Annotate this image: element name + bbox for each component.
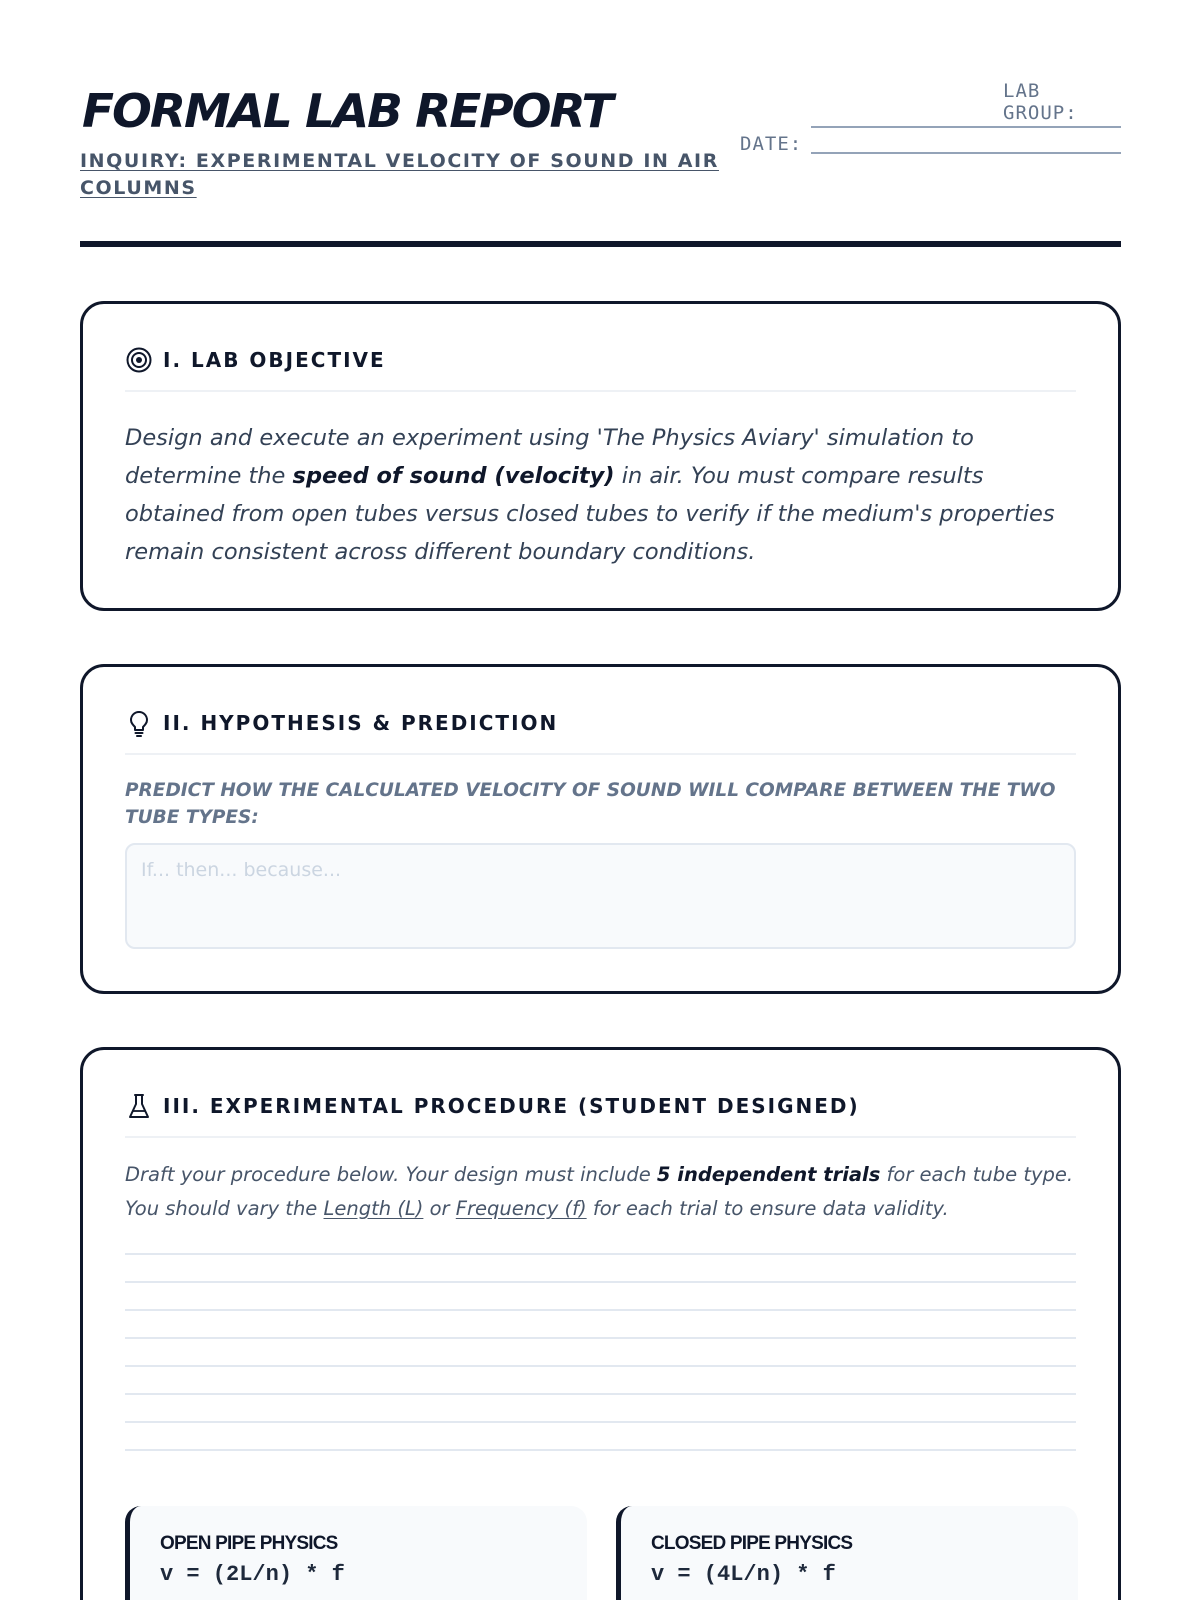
objective-emphasis: speed of sound (velocity): [292, 463, 615, 489]
instructions-text: for each trial to ensure data validity.: [586, 1197, 949, 1220]
procedure-writing-line[interactable]: [125, 1393, 1076, 1395]
instructions-text: Draft your procedure below. Your design must include: [125, 1163, 657, 1186]
flask-icon: [125, 1092, 153, 1120]
lab-group-field[interactable]: [811, 126, 1121, 128]
page-title: FORMAL LAB REPORT: [82, 84, 612, 138]
closed-pipe-equation: v = (4L/n) * f: [651, 1562, 836, 1587]
header-divider: [80, 241, 1121, 247]
hypothesis-header: [125, 703, 1076, 755]
procedure-header: [125, 1086, 1076, 1138]
procedure-writing-line[interactable]: [125, 1365, 1076, 1367]
hypothesis-prompt: PREDICT HOW THE CALCULATED VELOCITY OF SOUND WILL COMPARE BETWEEN THE TWO TUBE TYPES:: [125, 780, 1056, 828]
instructions-text: or: [423, 1197, 456, 1220]
page-subtitle: INQUIRY: EXPERIMENTAL VELOCITY OF SOUND IN AIR COLUMNS: [80, 150, 719, 199]
open-pipe-title: OPEN PIPE PHYSICS: [160, 1533, 338, 1554]
procedure-writing-line[interactable]: [125, 1309, 1076, 1311]
procedure-writing-line[interactable]: [125, 1281, 1076, 1283]
date-label: DATE:: [740, 133, 803, 155]
objective-text: [125, 419, 1076, 571]
objective-header: [125, 340, 1076, 392]
procedure-card: [80, 1047, 1121, 1600]
hypothesis-input[interactable]: [125, 843, 1076, 949]
lab-group-label: LAB GROUP:: [1003, 80, 1078, 124]
objective-title: I. LAB OBJECTIVE: [163, 348, 386, 372]
closed-pipe-formula-box: [616, 1506, 1078, 1600]
report-header: [80, 0, 1120, 250]
instructions-text: for each tube type. You should vary the: [125, 1163, 1074, 1220]
hypothesis-title: II. HYPOTHESIS & PREDICTION: [163, 711, 559, 735]
procedure-instructions: [125, 1158, 1076, 1226]
open-pipe-equation: v = (2L/n) * f: [160, 1562, 345, 1587]
procedure-writing-line[interactable]: [125, 1253, 1076, 1255]
objective-card: [80, 301, 1121, 611]
procedure-writing-line[interactable]: [125, 1449, 1076, 1451]
procedure-writing-line[interactable]: [125, 1337, 1076, 1339]
objective-text-part: Design and execute an experiment using 'The Physics Aviary' simulation to determine the: [125, 425, 974, 489]
lightbulb-icon: [125, 709, 153, 737]
objective-text-part: in air. You must compare results obtained from open tubes versus closed tubes to verify if the medium's properties remain consistent across different boundary conditions.: [125, 463, 1055, 565]
procedure-writing-line[interactable]: [125, 1421, 1076, 1423]
hypothesis-card: [80, 664, 1121, 994]
date-field[interactable]: [811, 152, 1121, 154]
frequency-term: Frequency (f): [455, 1197, 587, 1220]
length-term: Length (L): [323, 1197, 424, 1220]
instructions-emphasis: 5 independent trials: [656, 1163, 881, 1186]
open-pipe-formula-box: [125, 1506, 587, 1600]
target-icon: [125, 346, 153, 374]
procedure-title: III. EXPERIMENTAL PROCEDURE (STUDENT DESIGNED): [163, 1094, 860, 1118]
closed-pipe-title: CLOSED PIPE PHYSICS: [651, 1533, 853, 1554]
